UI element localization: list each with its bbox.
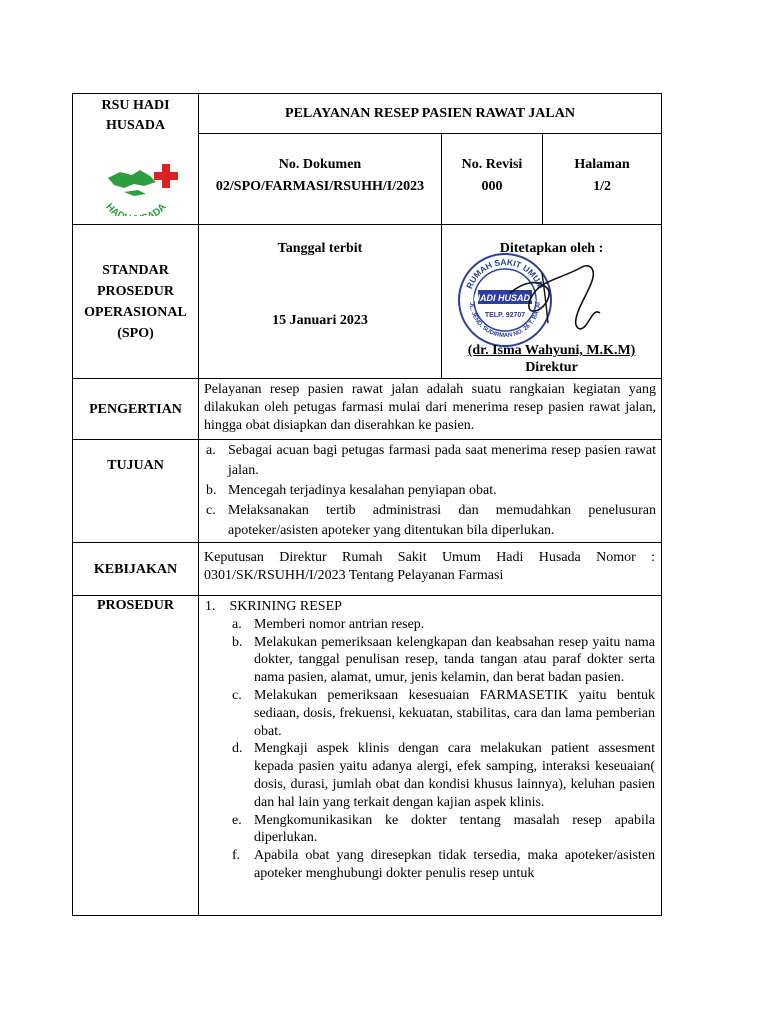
- prosedur-step: 1. SKRINING RESEP: [205, 599, 342, 614]
- issue-date-cell: [199, 225, 442, 379]
- approved-by-label: Ditetapkan oleh :: [499, 241, 604, 256]
- issue-date-value: 15 Januari 2023: [272, 313, 368, 328]
- tujuan-item: c. Melaksanakan tertib administrasi dan memudahkan penelusuran apoteker/asisten apoteker yang ditentukan bila diperlukan.: [206, 503, 657, 538]
- approver-title: Direktur: [525, 360, 578, 375]
- stamp-address: JL. JEND. SUDIRMAN NO. 26 T. BALAI: [467, 301, 543, 340]
- prosedur-item: b. Melakukan pemeriksaan kelengkapan dan keabsahan resep yaitu nama dokter, tanggal penulisan resep, tanda tangan atau paraf dokter serta nama pasien, alamat, umur, jenis kelamin, dan berat badan pasien.: [232, 634, 656, 686]
- issue-date-label: Tanggal terbit: [277, 241, 363, 256]
- page-label: Halaman: [574, 157, 630, 172]
- approver-name: (dr. Isma Wahyuni, M.K.M): [467, 343, 636, 358]
- prosedur-label: PROSEDUR: [96, 598, 174, 613]
- kebijakan-label: KEBIJAKAN: [93, 561, 178, 577]
- prosedur-list: [230, 616, 655, 883]
- logo-top-text: [84, 138, 158, 141]
- prosedur-item: e. Mengkomunikasikan ke dokter tentang masalah resep apabila diperlukan.: [232, 812, 656, 846]
- pengertian-text: Pelayanan resep pasien rawat jalan adalah suatu rangkaian kegiatan yang dilakukan oleh petugas farmasi mulai dari menerima resep pasien rawat jalan, hingga obat disiapkan dan diserahkan ke pasien.: [199, 379, 662, 440]
- revision-cell: [442, 134, 543, 225]
- logo-bottom-text: HA DA: [102, 201, 169, 216]
- prosedur-item: c. Melakukan pemeriksaan kesesuaian FARMASETIK yaitu bentuk sediaan, dosis, frekuensi, kekuatan, stabilitas, cara dan lama pemberian obat.: [232, 687, 656, 739]
- doc-number-label: No. Dokumen: [278, 157, 362, 172]
- tujuan-item: b. Mencegah terjadinya kesalahan penyiapan obat.: [206, 483, 497, 498]
- stamp-center: HADI HUSADA: [473, 293, 537, 303]
- tujuan-label: TUJUAN: [107, 458, 164, 473]
- hospital-name: RSU HADI HUSADA: [101, 98, 170, 133]
- map-icon: [108, 170, 156, 188]
- document-title-cell: [199, 94, 662, 134]
- revision-value: 000: [481, 179, 503, 194]
- tujuan-list: [204, 441, 656, 541]
- approval-cell: [442, 225, 662, 379]
- doc-number-value: 02/SPO/FARMASI/RSUHH/I/2023: [215, 179, 425, 194]
- prosedur-item: d. Mengkaji aspek klinis dengan cara melakukan patient assesment kepada pasien yaitu adanya alergi, efek samping, interaksi keseuaian( dosis, durasi, jumlah obat dan kondisi khusus lainnya), keluhan pasien dan hal lain yang terkait dengan kajian aspek klinis.: [232, 741, 656, 810]
- page-cell: [543, 134, 662, 225]
- hospital-logo: [84, 138, 188, 216]
- document-title: PELAYANAN RESEP PASIEN RAWAT JALAN: [285, 106, 575, 121]
- kebijakan-text: Keputusan Direktur Rumah Sakit Umum Hadi Husada Nomor : 0301/SK/RSUHH/I/2023 Tentang Pelayanan Farmasi: [199, 543, 662, 596]
- logo-graphic: [84, 138, 188, 216]
- tujuan-list-cell: [199, 440, 662, 543]
- pengertian-label-cell: [73, 379, 199, 440]
- stamp-ring-text: RUMAH SAKIT UMUM: [464, 256, 546, 291]
- spo-document: [72, 93, 661, 916]
- prosedur-cell: [199, 596, 662, 916]
- stamp-phone: TELP. 92707: [484, 312, 526, 319]
- prosedur-step-title: SKRINING RESEP: [229, 599, 342, 614]
- revision-label: No. Revisi: [461, 157, 523, 172]
- prosedur-item: f. Apabila obat yang diresepkan tidak tersedia, maka apoteker/asisten apoteker menghubungi dokter penulis resep untuk: [232, 848, 656, 881]
- pengertian-label: PENGERTIAN: [89, 401, 182, 417]
- spo-type-label: STANDAR PROSEDUR OPERASIONAL (SPO): [84, 262, 187, 341]
- kebijakan-label-cell: [73, 543, 199, 596]
- doc-number-cell: [199, 134, 442, 225]
- tujuan-item: a. Sebagai acuan bagi petugas farmasi pada saat menerima resep pasien rawat jalan.: [206, 443, 657, 478]
- page-value: 1/2: [593, 179, 611, 194]
- hospital-cell: [73, 94, 199, 225]
- spo-table: [72, 93, 662, 916]
- tujuan-label-cell: [73, 440, 199, 543]
- svg-text:HADI HUSADA: [103, 202, 168, 216]
- prosedur-item: a. Memberi nomor antrian resep.: [232, 616, 425, 632]
- prosedur-label-cell: [73, 596, 199, 916]
- spo-type-cell: [73, 225, 199, 379]
- signature: [502, 253, 612, 343]
